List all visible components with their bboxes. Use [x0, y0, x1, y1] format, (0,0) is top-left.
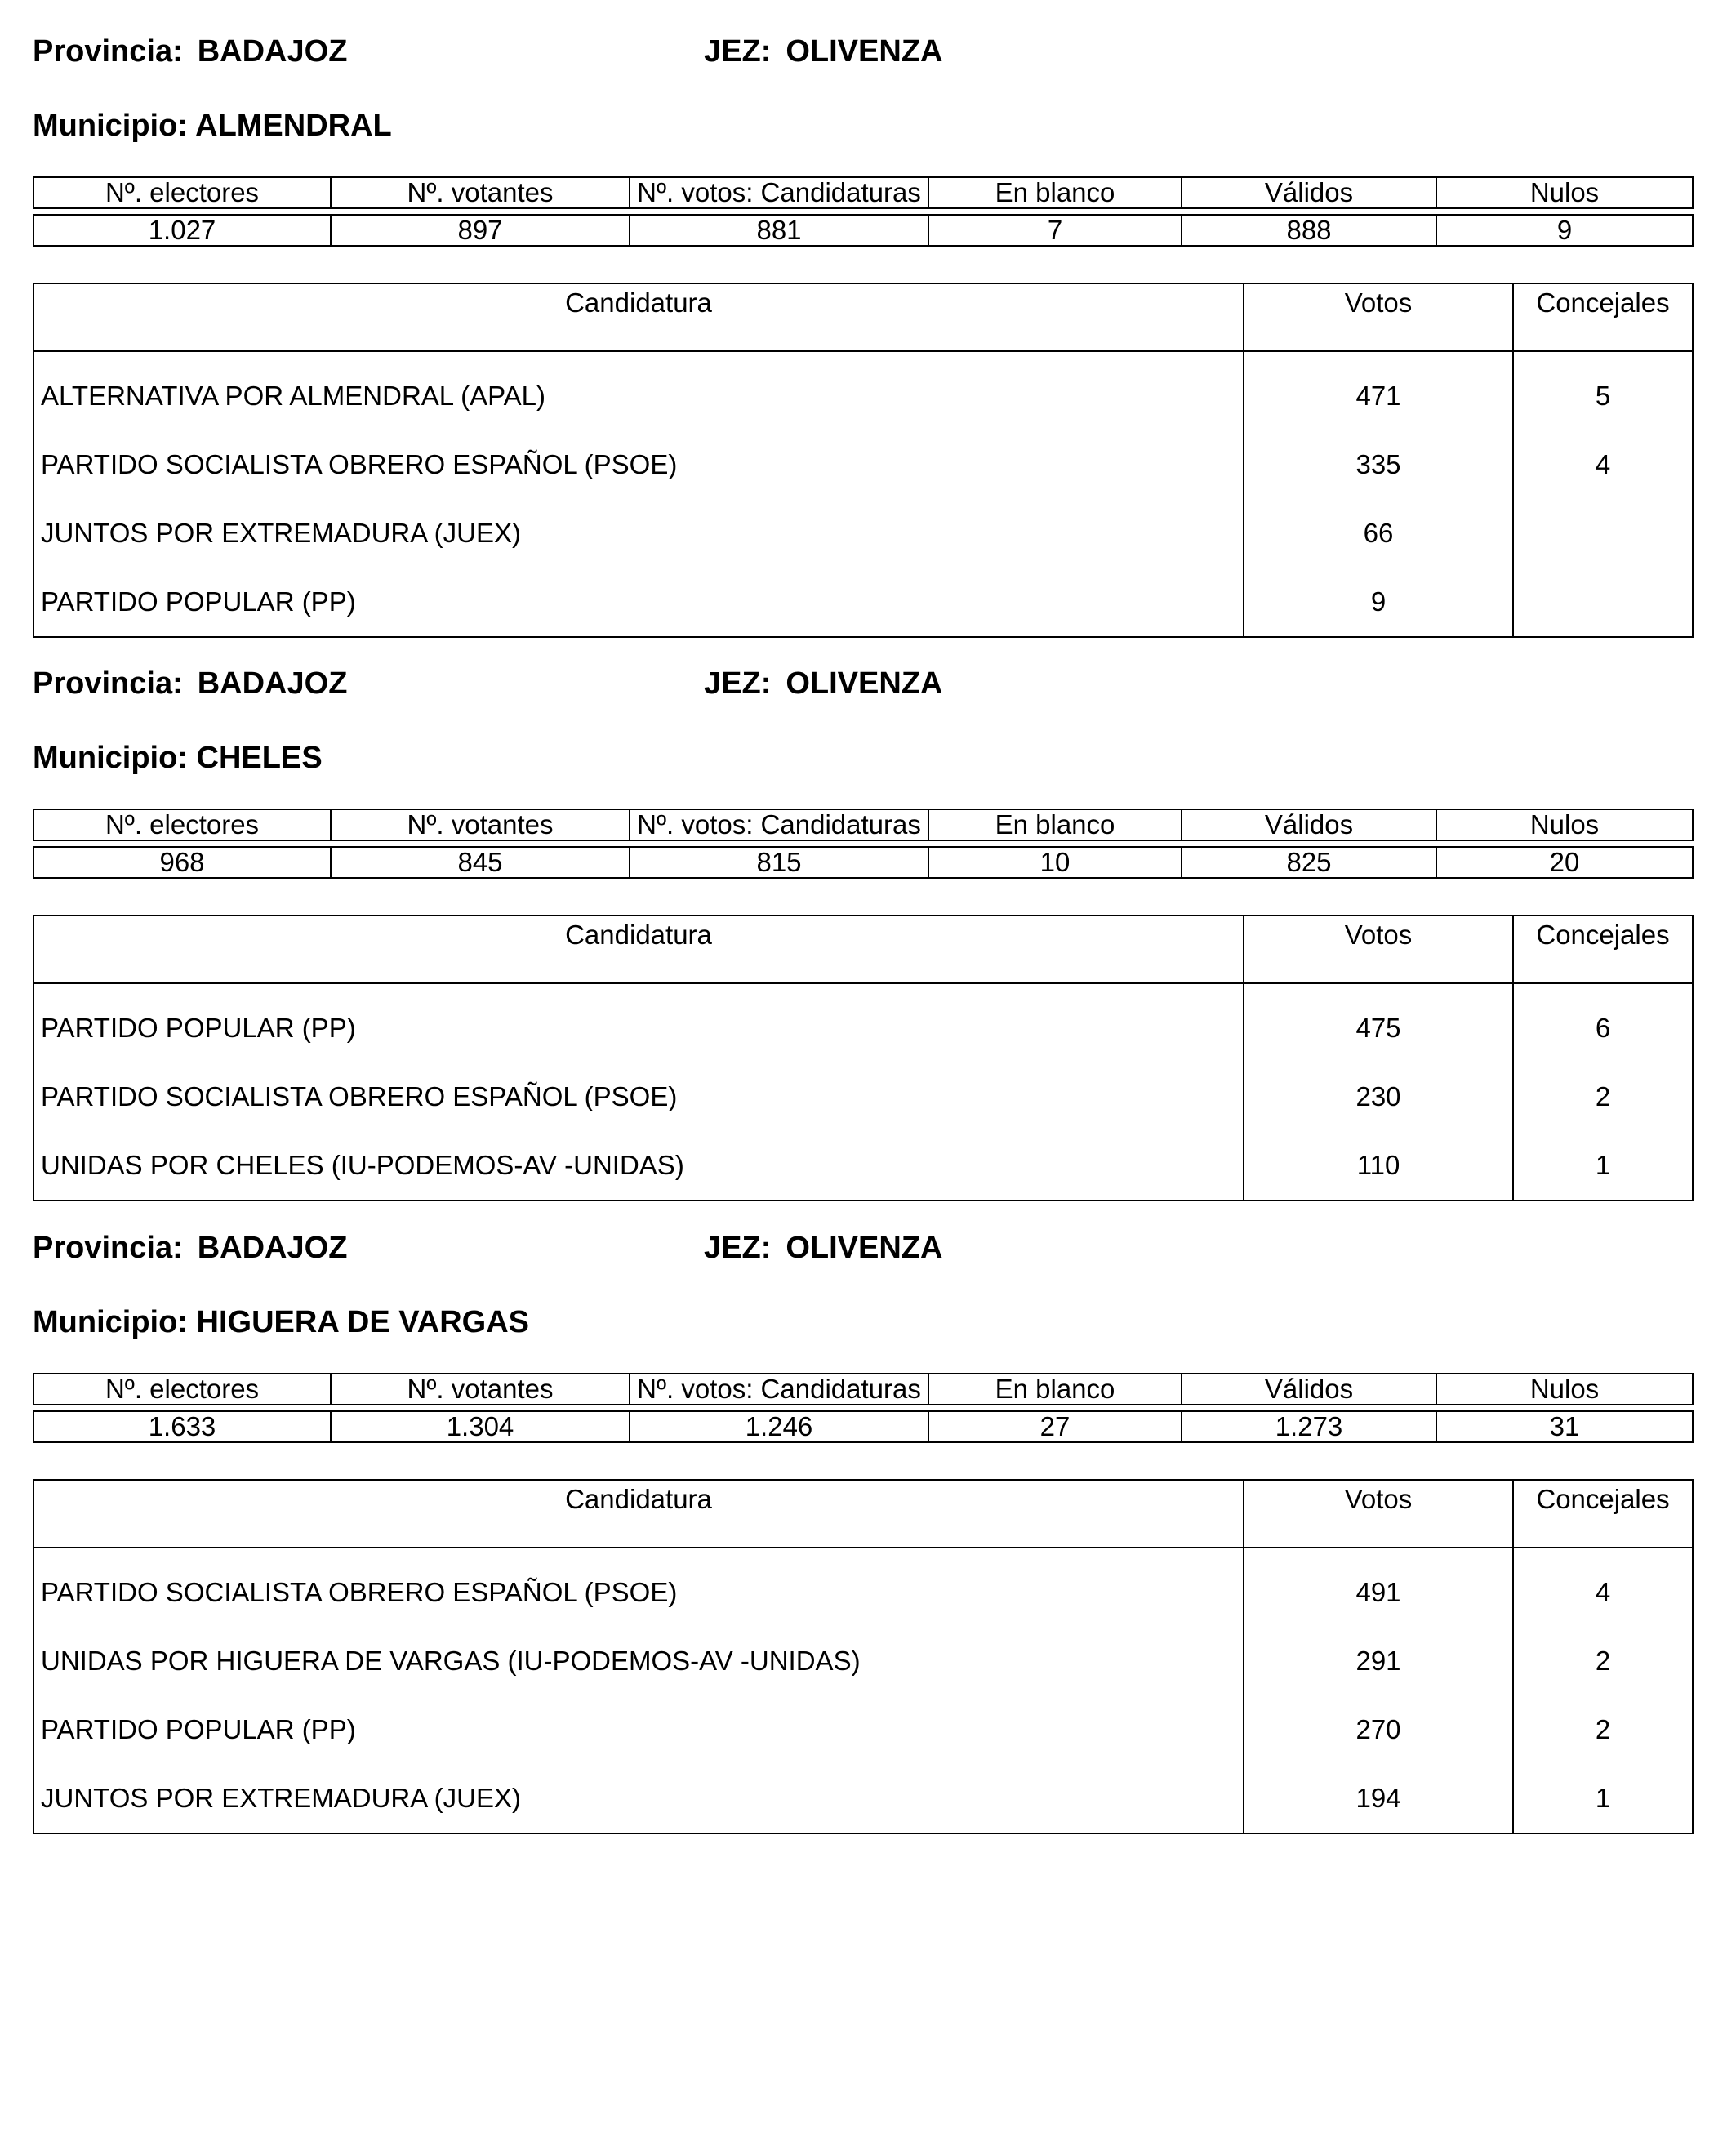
candidatura-name: PARTIDO SOCIALISTA OBRERO ESPAÑOL (PSOE): [33, 1558, 1244, 1627]
candidatura-name: PARTIDO POPULAR (PP): [33, 994, 1244, 1062]
stats-value-cell: 20: [1436, 847, 1693, 878]
jez-value: OLIVENZA: [786, 34, 943, 69]
votos-value: 335: [1244, 430, 1513, 499]
result-row: [33, 1131, 1693, 1200]
municipio-heading: [33, 107, 392, 145]
results-table: [33, 1479, 1694, 1834]
results-table: [33, 915, 1694, 1201]
provincia-label: Provincia:: [33, 1231, 183, 1265]
stats-header-cell: En blanco: [928, 809, 1182, 840]
stats-header-cell: En blanco: [928, 1374, 1182, 1405]
stats-header-cell: Nº. votos: Candidaturas: [630, 1374, 928, 1405]
concejales-value: 2: [1595, 1646, 1611, 1676]
provincia-heading: [33, 665, 347, 702]
votos-value: 475: [1244, 994, 1513, 1062]
stats-value-cell: 881: [630, 215, 928, 246]
municipio-label: Municipio:: [33, 1305, 188, 1339]
stats-table: [33, 176, 1694, 247]
stats-value-cell: 7: [928, 215, 1182, 246]
votos-value: 270: [1244, 1695, 1513, 1764]
stats-header-cell: Nº. electores: [33, 177, 331, 208]
jez-heading: [704, 665, 942, 702]
stats-header-cell: Válidos: [1182, 177, 1436, 208]
candidatura-name: UNIDAS POR HIGUERA DE VARGAS (IU-PODEMOS-AV -UNIDAS): [33, 1627, 1244, 1695]
municipio-heading: [33, 1303, 529, 1341]
result-row: [33, 430, 1693, 499]
votos-value: 491: [1244, 1558, 1513, 1627]
stats-value-cell: 9: [1436, 215, 1693, 246]
candidatura-name: JUNTOS POR EXTREMADURA (JUEX): [33, 1764, 1244, 1833]
stats-value-cell: 815: [630, 847, 928, 878]
jez-heading: [704, 1229, 942, 1267]
stats-header-cell: Nº. votantes: [331, 177, 630, 208]
votos-header: Votos: [1244, 915, 1513, 983]
concejales-header: Concejales: [1513, 1480, 1693, 1548]
votos-value: 471: [1244, 362, 1513, 430]
stats-value-cell: 10: [928, 847, 1182, 878]
provincia-heading: [33, 1229, 347, 1267]
concejales-value: [1513, 568, 1693, 637]
results-header-row: [33, 1480, 1693, 1548]
votos-value: 110: [1244, 1131, 1513, 1200]
result-row: [33, 499, 1693, 568]
stats-header-row: [33, 177, 1693, 208]
votos-value: 194: [1244, 1764, 1513, 1833]
stats-header-cell: Válidos: [1182, 1374, 1436, 1405]
stats-header-cell: Válidos: [1182, 809, 1436, 840]
jez-value: OLIVENZA: [786, 666, 943, 701]
result-row: [33, 1695, 1693, 1764]
votos-value: 66: [1244, 499, 1513, 568]
concejales-value: 2: [1595, 1081, 1611, 1111]
votos-value: 9: [1244, 568, 1513, 637]
results-header-row: [33, 915, 1693, 983]
candidatura-header: Candidatura: [33, 283, 1244, 351]
result-row: [33, 568, 1693, 637]
stats-value-cell: 1.633: [33, 1411, 331, 1442]
municipio-label: Municipio:: [33, 741, 188, 775]
votos-value: 230: [1244, 1062, 1513, 1131]
provincia-value: BADAJOZ: [197, 666, 348, 701]
stats-header-cell: Nº. votos: Candidaturas: [630, 809, 928, 840]
provincia-value: BADAJOZ: [197, 1231, 348, 1265]
municipio-value: CHELES: [196, 741, 323, 775]
stats-value-row: [33, 215, 1693, 246]
stats-value-cell: 888: [1182, 215, 1436, 246]
jez-label: JEZ:: [704, 34, 772, 69]
concejales-value: 4: [1595, 449, 1611, 479]
stats-table: [33, 808, 1694, 879]
candidatura-name: PARTIDO SOCIALISTA OBRERO ESPAÑOL (PSOE): [33, 1062, 1244, 1131]
stats-value-cell: 1.304: [331, 1411, 630, 1442]
stats-value-cell: 845: [331, 847, 630, 878]
stats-header-cell: Nulos: [1436, 809, 1693, 840]
concejales-value: 5: [1595, 381, 1611, 411]
stats-value-cell: 1.273: [1182, 1411, 1436, 1442]
stats-table: [33, 1373, 1694, 1443]
result-row: [33, 994, 1693, 1062]
stats-header-cell: Nulos: [1436, 177, 1693, 208]
result-row: [33, 362, 1693, 430]
candidatura-name: JUNTOS POR EXTREMADURA (JUEX): [33, 499, 1244, 568]
concejales-header: Concejales: [1513, 915, 1693, 983]
jez-label: JEZ:: [704, 1231, 772, 1265]
stats-header-cell: Nº. electores: [33, 1374, 331, 1405]
stats-value-cell: 968: [33, 847, 331, 878]
candidatura-name: PARTIDO SOCIALISTA OBRERO ESPAÑOL (PSOE): [33, 430, 1244, 499]
candidatura-header: Candidatura: [33, 915, 1244, 983]
concejales-value: 4: [1595, 1577, 1611, 1607]
result-row: [33, 1627, 1693, 1695]
provincia-label: Provincia:: [33, 34, 183, 69]
results-table: [33, 283, 1694, 638]
provincia-value: BADAJOZ: [197, 34, 348, 69]
stats-header-cell: Nº. electores: [33, 809, 331, 840]
stats-value-row: [33, 1411, 1693, 1442]
concejales-header: Concejales: [1513, 283, 1693, 351]
stats-value-cell: 27: [928, 1411, 1182, 1442]
stats-header-cell: En blanco: [928, 177, 1182, 208]
stats-header-cell: Nº. votantes: [331, 809, 630, 840]
municipio-value: HIGUERA DE VARGAS: [196, 1305, 530, 1339]
votos-header: Votos: [1244, 283, 1513, 351]
concejales-value: 1: [1595, 1783, 1611, 1813]
votos-header: Votos: [1244, 1480, 1513, 1548]
stats-value-cell: 825: [1182, 847, 1436, 878]
concejales-value: 2: [1595, 1714, 1611, 1744]
result-row: [33, 1062, 1693, 1131]
result-row: [33, 1558, 1693, 1627]
stats-value-cell: 897: [331, 215, 630, 246]
concejales-value: 6: [1595, 1013, 1611, 1043]
concejales-value: 1: [1595, 1150, 1611, 1180]
votos-value: 291: [1244, 1627, 1513, 1695]
stats-value-cell: 31: [1436, 1411, 1693, 1442]
stats-value-cell: 1.027: [33, 215, 331, 246]
candidatura-header: Candidatura: [33, 1480, 1244, 1548]
results-header-row: [33, 283, 1693, 351]
stats-header-cell: Nº. votantes: [331, 1374, 630, 1405]
provincia-label: Provincia:: [33, 666, 183, 701]
stats-value-cell: 1.246: [630, 1411, 928, 1442]
municipio-label: Municipio:: [33, 109, 188, 143]
jez-label: JEZ:: [704, 666, 772, 701]
candidatura-name: PARTIDO POPULAR (PP): [33, 568, 1244, 637]
jez-heading: [704, 33, 942, 70]
jez-value: OLIVENZA: [786, 1231, 943, 1265]
candidatura-name: ALTERNATIVA POR ALMENDRAL (APAL): [33, 362, 1244, 430]
stats-header-cell: Nº. votos: Candidaturas: [630, 177, 928, 208]
concejales-value: [1513, 499, 1693, 568]
result-row: [33, 1764, 1693, 1833]
stats-header-cell: Nulos: [1436, 1374, 1693, 1405]
candidatura-name: UNIDAS POR CHELES (IU-PODEMOS-AV -UNIDAS): [33, 1131, 1244, 1200]
candidatura-name: PARTIDO POPULAR (PP): [33, 1695, 1244, 1764]
provincia-heading: [33, 33, 347, 70]
stats-value-row: [33, 847, 1693, 878]
stats-header-row: [33, 1374, 1693, 1405]
municipio-value: ALMENDRAL: [195, 109, 392, 143]
municipio-heading: [33, 739, 323, 777]
stats-header-row: [33, 809, 1693, 840]
